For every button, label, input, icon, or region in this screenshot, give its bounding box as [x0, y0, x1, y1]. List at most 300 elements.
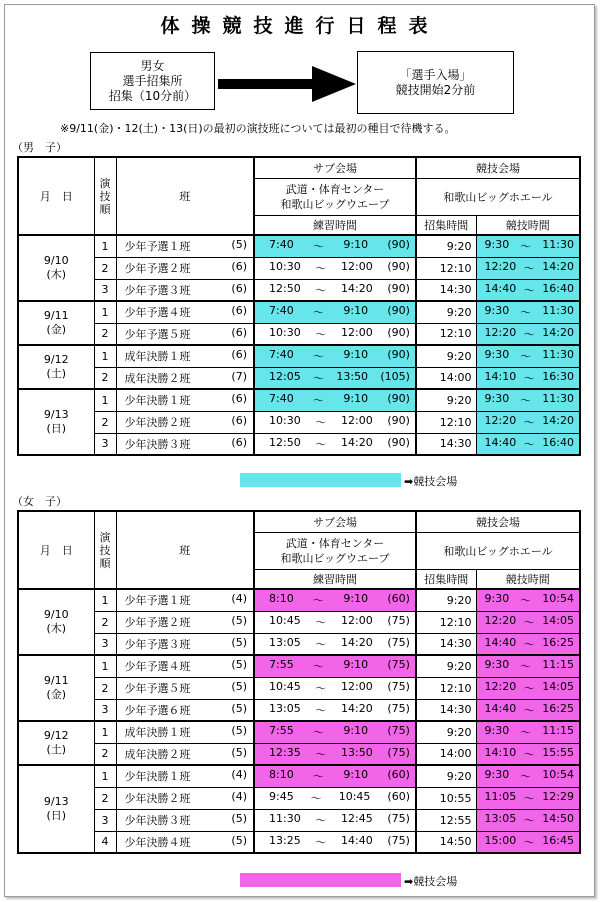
compete-start: 14:10	[484, 745, 517, 759]
compete-tilde: ～	[523, 792, 535, 805]
header-order	[94, 511, 116, 589]
practice-time-wrap	[255, 768, 415, 784]
athlete-entry-line-1: 「選手入場」	[399, 67, 472, 82]
group-name: 少年予選２班	[124, 616, 191, 629]
practice-tilde: ～	[315, 416, 327, 429]
practice-minutes: (90)	[387, 435, 410, 449]
practice-time-cell	[254, 809, 416, 831]
group-name: 少年予選５班	[124, 327, 191, 341]
compete-tilde: ～	[523, 616, 535, 629]
compete-time-wrap	[477, 436, 580, 452]
call-room-line-2: 選手招集所	[122, 73, 183, 88]
practice-start: 12:05	[269, 369, 301, 383]
practice-end: 9:10	[343, 392, 369, 406]
compete-time-cell	[476, 389, 580, 411]
practice-end: 13:50	[336, 369, 369, 383]
compete-time-cell	[476, 787, 580, 809]
compete-tilde: ～	[523, 814, 535, 827]
practice-tilde: ～	[313, 371, 325, 385]
athlete-entry-line-2: 競技開始2分前	[395, 82, 476, 97]
group-count: (6)	[231, 281, 247, 295]
call-room-box	[90, 52, 215, 110]
compete-time-wrap	[477, 304, 580, 320]
table-row	[18, 743, 580, 765]
date-day: 9/11	[43, 674, 69, 687]
compete-time-wrap	[477, 414, 580, 430]
header-call: 招集時間	[416, 569, 476, 589]
group-cell	[116, 743, 254, 765]
compete-time-cell	[476, 411, 580, 433]
compete-tilde: ～	[523, 637, 535, 651]
practice-end: 14:20	[341, 701, 373, 715]
practice-minutes: (105)	[380, 369, 410, 383]
table-row	[18, 367, 580, 389]
compete-end: 14:05	[542, 614, 574, 627]
header-row-venue	[18, 511, 580, 532]
group-cell	[116, 677, 254, 699]
practice-start: 7:55	[269, 724, 294, 738]
header-row-venue	[18, 157, 580, 178]
header-order-char: 演	[99, 530, 111, 544]
compete-start: 12:20	[484, 680, 517, 693]
right-arrow-icon	[218, 66, 356, 102]
group-name: 少年決勝１班	[124, 770, 191, 784]
practice-end: 12:00	[341, 260, 373, 273]
header-sub-place	[254, 178, 416, 215]
compete-end: 14:20	[542, 325, 574, 339]
practice-time-cell	[254, 301, 416, 323]
compete-end: 11:15	[542, 724, 574, 738]
order-number: 3	[94, 633, 116, 655]
practice-start: 9:45	[269, 790, 294, 803]
date-day: 9/12	[43, 729, 69, 742]
header-date: 月 日	[18, 511, 94, 589]
compete-end: 11:30	[542, 392, 574, 406]
practice-time-wrap	[255, 834, 415, 850]
group-count: (5)	[231, 833, 247, 847]
call-time-cell: 9:20	[416, 301, 476, 323]
practice-time-cell	[254, 765, 416, 787]
group-cell	[116, 611, 254, 633]
call-time-cell: 9:20	[416, 235, 476, 257]
header-order-char: 順	[99, 202, 111, 216]
practice-start: 12:50	[269, 435, 301, 449]
practice-start: 7:40	[269, 238, 294, 252]
practice-end: 10:45	[338, 790, 371, 803]
compete-end: 11:15	[542, 658, 574, 672]
compete-time-cell	[476, 433, 580, 455]
order-number: 1	[94, 345, 116, 367]
practice-time-cell	[254, 787, 416, 809]
practice-minutes: (75)	[387, 745, 410, 759]
compete-end: 15:55	[542, 745, 574, 759]
practice-start: 7:40	[269, 304, 294, 318]
group-count: (5)	[231, 658, 247, 672]
practice-time-wrap	[255, 746, 415, 762]
practice-end: 12:00	[341, 680, 373, 693]
group-cell	[116, 831, 254, 853]
practice-minutes: (90)	[387, 260, 410, 273]
practice-start: 11:30	[269, 812, 301, 825]
group-count: (5)	[231, 701, 247, 715]
group-cell	[116, 279, 254, 301]
practice-tilde: ～	[315, 437, 327, 451]
header-sub-venue: サブ会場	[254, 157, 416, 178]
order-number: 3	[94, 699, 116, 721]
compete-time-wrap	[477, 790, 580, 806]
practice-time-wrap	[255, 326, 415, 342]
date-day: 9/12	[43, 353, 69, 366]
call-time-cell: 12:10	[416, 257, 476, 279]
group-cell	[116, 389, 254, 411]
group-count: (5)	[231, 238, 247, 252]
women-legend-label: ➡競技会場	[404, 875, 458, 888]
compete-end: 11:30	[542, 304, 574, 318]
group-name: 少年予選３班	[124, 283, 191, 297]
practice-time-wrap	[255, 392, 415, 408]
practice-start: 8:10	[269, 768, 294, 782]
group-count: (5)	[231, 635, 247, 649]
compete-time-wrap	[477, 370, 580, 386]
compete-start: 9:30	[484, 392, 510, 406]
compete-time-wrap	[477, 834, 580, 850]
practice-end: 9:10	[343, 304, 369, 318]
group-count: (4)	[231, 768, 247, 782]
compete-tilde: ～	[520, 660, 532, 674]
practice-tilde: ～	[313, 394, 325, 408]
group-name: 少年予選４班	[124, 306, 191, 320]
practice-end: 13:50	[341, 745, 373, 759]
table-row	[18, 787, 580, 809]
compete-tilde: ～	[523, 371, 535, 385]
order-number: 4	[94, 831, 116, 853]
compete-time-cell	[476, 633, 580, 655]
header-sub-place-line-2: 和歌山ビッグウエーブ	[280, 551, 390, 565]
compete-tilde: ～	[520, 394, 532, 408]
compete-time-wrap	[477, 724, 580, 740]
call-time-cell: 9:20	[416, 721, 476, 743]
practice-end: 14:20	[341, 435, 373, 449]
table-row	[18, 345, 580, 367]
group-cell	[116, 809, 254, 831]
group-name: 少年予選１班	[124, 240, 191, 254]
group-name: 少年予選４班	[124, 660, 191, 674]
group-name: 成年決勝２班	[124, 371, 191, 385]
compete-time-wrap	[477, 592, 580, 608]
men-schedule-table	[17, 156, 581, 456]
date-weekday: (木)	[46, 268, 67, 281]
practice-time-cell	[254, 831, 416, 853]
order-number: 2	[94, 257, 116, 279]
date-cell	[18, 589, 94, 655]
group-cell	[116, 633, 254, 655]
call-time-cell: 12:10	[416, 677, 476, 699]
compete-time-wrap	[477, 614, 580, 630]
women-legend-swatch	[240, 873, 401, 887]
practice-start: 10:45	[269, 680, 301, 693]
header-practice: 練習時間	[254, 569, 416, 589]
header-order-char: 技	[99, 189, 111, 203]
compete-time-cell	[476, 257, 580, 279]
practice-tilde: ～	[315, 262, 327, 275]
group-name: 少年決勝２班	[124, 416, 191, 429]
compete-start: 14:40	[484, 435, 517, 449]
group-name: 少年決勝４班	[124, 835, 191, 849]
compete-start: 9:30	[484, 238, 510, 252]
practice-tilde: ～	[315, 616, 327, 629]
compete-end: 16:40	[542, 435, 574, 449]
compete-end: 14:05	[542, 680, 574, 693]
practice-time-cell	[254, 411, 416, 433]
practice-time-wrap	[255, 592, 415, 608]
header-main-venue: 競技会場	[416, 157, 580, 178]
table-row	[18, 677, 580, 699]
compete-tilde: ～	[520, 726, 532, 740]
header-group: 班	[116, 157, 254, 235]
women-section-label: （女 子）	[12, 495, 67, 508]
call-time-cell: 12:10	[416, 323, 476, 345]
table-row	[18, 699, 580, 721]
header-call: 招集時間	[416, 215, 476, 235]
header-group: 班	[116, 511, 254, 589]
compete-time-cell	[476, 677, 580, 699]
practice-tilde: ～	[313, 770, 325, 784]
group-count: (6)	[231, 325, 247, 339]
compete-start: 13:05	[484, 812, 517, 825]
practice-start: 13:05	[269, 701, 301, 715]
compete-time-cell	[476, 765, 580, 787]
practice-end: 9:10	[343, 658, 369, 672]
practice-time-cell	[254, 611, 416, 633]
practice-tilde: ～	[313, 594, 325, 608]
compete-end: 12:29	[542, 790, 574, 803]
practice-start: 10:30	[269, 414, 301, 427]
order-number: 2	[94, 323, 116, 345]
practice-time-cell	[254, 389, 416, 411]
group-cell	[116, 655, 254, 677]
group-name: 少年決勝３班	[124, 814, 191, 827]
practice-tilde: ～	[310, 792, 322, 805]
compete-end: 14:20	[542, 260, 574, 273]
group-cell	[116, 235, 254, 257]
practice-minutes: (75)	[387, 724, 410, 738]
compete-start: 12:20	[484, 614, 517, 627]
group-cell	[116, 345, 254, 367]
call-time-cell: 14:50	[416, 831, 476, 853]
practice-end: 12:00	[341, 614, 373, 627]
compete-time-wrap	[477, 260, 580, 276]
compete-tilde: ～	[523, 327, 535, 341]
group-count: (5)	[231, 745, 247, 759]
date-weekday: (土)	[46, 367, 67, 380]
group-name: 少年決勝１班	[124, 394, 191, 408]
practice-time-wrap	[255, 282, 415, 298]
practice-time-cell	[254, 279, 416, 301]
call-time-cell: 12:10	[416, 411, 476, 433]
header-main-place: 和歌山ビッグホエール	[416, 532, 580, 569]
compete-time-cell	[476, 721, 580, 743]
compete-time-cell	[476, 831, 580, 853]
call-time-cell: 14:30	[416, 433, 476, 455]
call-time-cell: 14:30	[416, 633, 476, 655]
practice-end: 9:10	[343, 592, 369, 606]
practice-tilde: ～	[315, 283, 327, 297]
header-sub-place	[254, 532, 416, 569]
header-sub-venue: サブ会場	[254, 511, 416, 532]
group-cell	[116, 765, 254, 787]
order-number: 1	[94, 765, 116, 787]
call-room-line-1: 男女	[140, 58, 165, 73]
date-day: 9/13	[43, 408, 69, 421]
compete-start: 15:00	[484, 833, 517, 847]
date-cell	[18, 721, 94, 765]
men-legend-swatch	[240, 473, 401, 487]
group-count: (6)	[231, 392, 247, 406]
compete-time-cell	[476, 323, 580, 345]
call-time-cell: 14:00	[416, 367, 476, 389]
table-row	[18, 831, 580, 853]
compete-time-cell	[476, 589, 580, 611]
practice-time-wrap	[255, 614, 415, 630]
date-cell	[18, 389, 94, 455]
order-number: 1	[94, 301, 116, 323]
practice-minutes: (90)	[387, 392, 410, 406]
table-row	[18, 633, 580, 655]
group-count: (6)	[231, 414, 247, 427]
page-title: 体操競技進行日程表	[160, 15, 440, 37]
compete-tilde: ～	[523, 835, 535, 849]
table-row	[18, 235, 580, 257]
date-weekday: (金)	[46, 688, 67, 701]
compete-start: 12:20	[484, 414, 517, 427]
group-count: (6)	[231, 435, 247, 449]
practice-time-wrap	[255, 680, 415, 696]
group-name: 成年決勝１班	[124, 726, 191, 740]
order-number: 1	[94, 235, 116, 257]
compete-start: 14:40	[484, 281, 517, 295]
header-order	[94, 157, 116, 235]
group-count: (5)	[231, 680, 247, 693]
order-number: 1	[94, 721, 116, 743]
practice-time-cell	[254, 677, 416, 699]
table-row	[18, 257, 580, 279]
compete-start: 9:30	[484, 658, 510, 672]
group-cell	[116, 257, 254, 279]
practice-time-wrap	[255, 790, 415, 806]
order-number: 2	[94, 411, 116, 433]
practice-end: 9:10	[343, 768, 369, 782]
group-name: 少年予選６班	[124, 703, 191, 717]
call-time-cell: 12:55	[416, 809, 476, 831]
practice-end: 12:45	[341, 812, 373, 825]
practice-time-cell	[254, 699, 416, 721]
practice-tilde: ～	[315, 682, 327, 695]
call-time-cell: 14:30	[416, 279, 476, 301]
call-time-cell: 9:20	[416, 765, 476, 787]
group-count: (6)	[231, 348, 247, 362]
compete-time-wrap	[477, 392, 580, 408]
table-row	[18, 809, 580, 831]
compete-time-wrap	[477, 238, 580, 254]
header-main-place: 和歌山ビッグホエール	[416, 178, 580, 215]
compete-tilde: ～	[523, 703, 535, 717]
order-number: 1	[94, 655, 116, 677]
practice-minutes: (75)	[387, 833, 410, 847]
group-cell	[116, 433, 254, 455]
practice-tilde: ～	[315, 835, 327, 849]
date-weekday: (土)	[46, 743, 67, 756]
compete-start: 9:30	[484, 348, 510, 362]
compete-end: 14:20	[542, 414, 574, 427]
header-order-char: 演	[99, 176, 111, 190]
header-sub-place-line-1: 武道・体育センター	[285, 182, 385, 196]
compete-end: 16:45	[542, 833, 574, 847]
call-time-cell: 14:30	[416, 699, 476, 721]
compete-tilde: ～	[523, 283, 535, 297]
practice-tilde: ～	[315, 703, 327, 717]
practice-end: 14:20	[341, 635, 373, 649]
header-sub-place-line-2: 和歌山ビッグウエーブ	[280, 197, 390, 211]
practice-end: 9:10	[343, 348, 369, 362]
date-cell	[18, 765, 94, 853]
date-weekday: (日)	[46, 422, 67, 435]
date-cell	[18, 235, 94, 301]
compete-start: 9:30	[484, 592, 510, 606]
men-section-label: （男 子）	[12, 141, 67, 154]
compete-end: 16:30	[542, 369, 574, 383]
practice-tilde: ～	[313, 350, 325, 364]
table-row	[18, 433, 580, 455]
header-sub-place-line-1: 武道・体育センター	[285, 536, 385, 550]
practice-minutes: (90)	[387, 348, 410, 362]
compete-time-wrap	[477, 702, 580, 718]
practice-start: 8:10	[269, 592, 294, 606]
compete-start: 12:20	[484, 260, 517, 273]
compete-time-cell	[476, 809, 580, 831]
table-row	[18, 279, 580, 301]
group-name: 少年予選５班	[124, 682, 191, 695]
group-name: 少年予選２班	[124, 262, 191, 275]
practice-minutes: (90)	[387, 325, 410, 339]
table-row	[18, 323, 580, 345]
compete-end: 10:54	[542, 592, 574, 606]
call-time-cell: 9:20	[416, 345, 476, 367]
practice-time-cell	[254, 345, 416, 367]
order-number: 2	[94, 677, 116, 699]
practice-end: 12:00	[341, 325, 373, 339]
practice-end: 14:40	[341, 833, 373, 847]
practice-minutes: (60)	[387, 768, 410, 782]
order-number: 3	[94, 279, 116, 301]
group-name: 成年決勝１班	[124, 350, 191, 364]
practice-tilde: ～	[313, 726, 325, 740]
compete-tilde: ～	[520, 770, 532, 784]
women-schedule-table	[17, 510, 581, 854]
date-cell	[18, 655, 94, 721]
practice-end: 12:00	[341, 414, 373, 427]
compete-time-cell	[476, 235, 580, 257]
compete-time-cell	[476, 743, 580, 765]
practice-start: 7:40	[269, 392, 294, 406]
group-cell	[116, 411, 254, 433]
compete-tilde: ～	[523, 682, 535, 695]
group-cell	[116, 589, 254, 611]
compete-time-cell	[476, 367, 580, 389]
practice-start: 12:50	[269, 281, 301, 295]
practice-start: 10:45	[269, 614, 301, 627]
group-count: (4)	[231, 790, 247, 803]
practice-minutes: (75)	[387, 812, 410, 825]
